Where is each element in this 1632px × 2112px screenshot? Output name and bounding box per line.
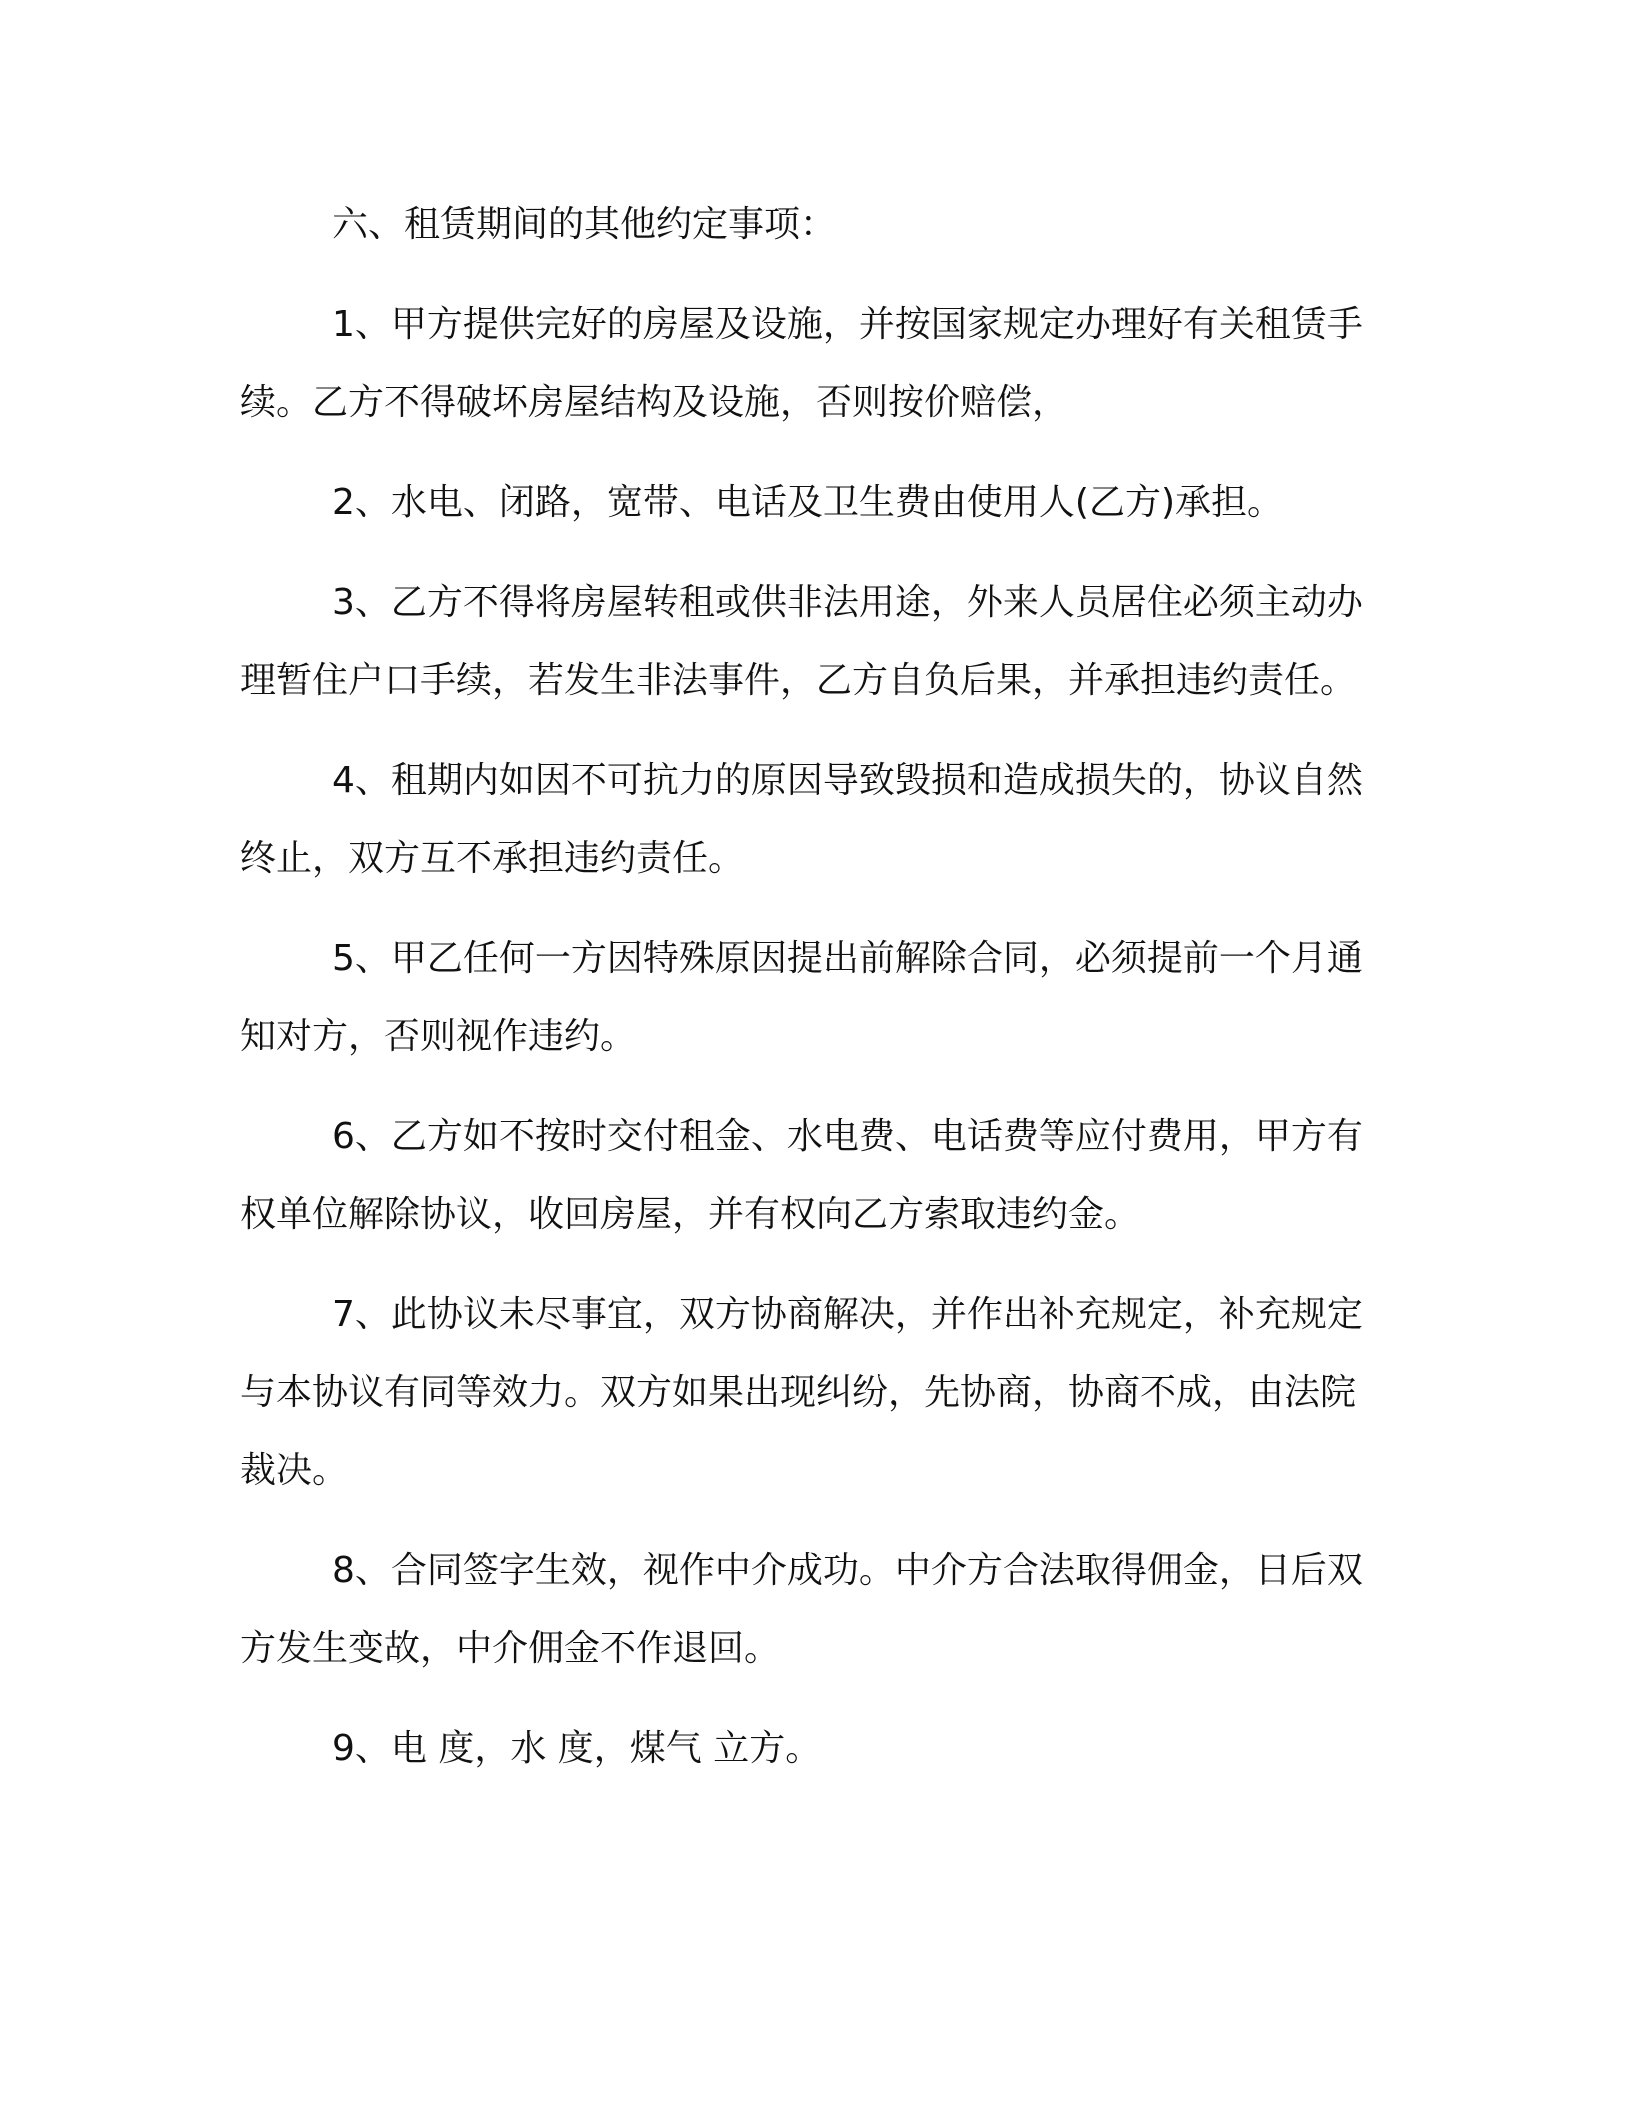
clause-7: 7、此协议未尽事宜，双方协商解决，并作出补充规定，补充规定与本协议有同等效力。双方如果出现纠纷，先协商，协商不成，由法院裁决。 [240, 1294, 1363, 1491]
clause-8: 8、合同签字生效，视作中介成功。中介方合法取得佣金，日后双方发生变故，中介佣金不作退回。 [240, 1550, 1363, 1669]
clause-5: 5、甲乙任何一方因特殊原因提出前解除合同，必须提前一个月通知对方，否则视作违约。 [240, 938, 1363, 1057]
clause-3: 3、乙方不得将房屋转租或供非法用途，外来人员居住必须主动办理暂住户口手续，若发生非法事件，乙方自负后果，并承担违约责任。 [240, 582, 1363, 701]
clause-4: 4、租期内如因不可抗力的原因导致毁损和造成损失的，协议自然终止，双方互不承担违约责任。 [240, 760, 1363, 879]
clause-1: 1、甲方提供完好的房屋及设施，并按国家规定办理好有关租赁手续。乙方不得破坏房屋结构及设施，否则按价赔偿， [240, 304, 1363, 423]
clause-9: 9、电 度，水 度，煤气 立方。 [332, 1728, 822, 1769]
clause-2: 2、水电、闭路，宽带、电话及卫生费由使用人(乙方)承担。 [332, 482, 1283, 523]
clause-6: 6、乙方如不按时交付租金、水电费、电话费等应付费用，甲方有权单位解除协议，收回房屋，并有权向乙方索取违约金。 [240, 1116, 1363, 1235]
document-body [240, 186, 1370, 1810]
section-heading: 六、租赁期间的其他约定事项： [332, 204, 837, 245]
